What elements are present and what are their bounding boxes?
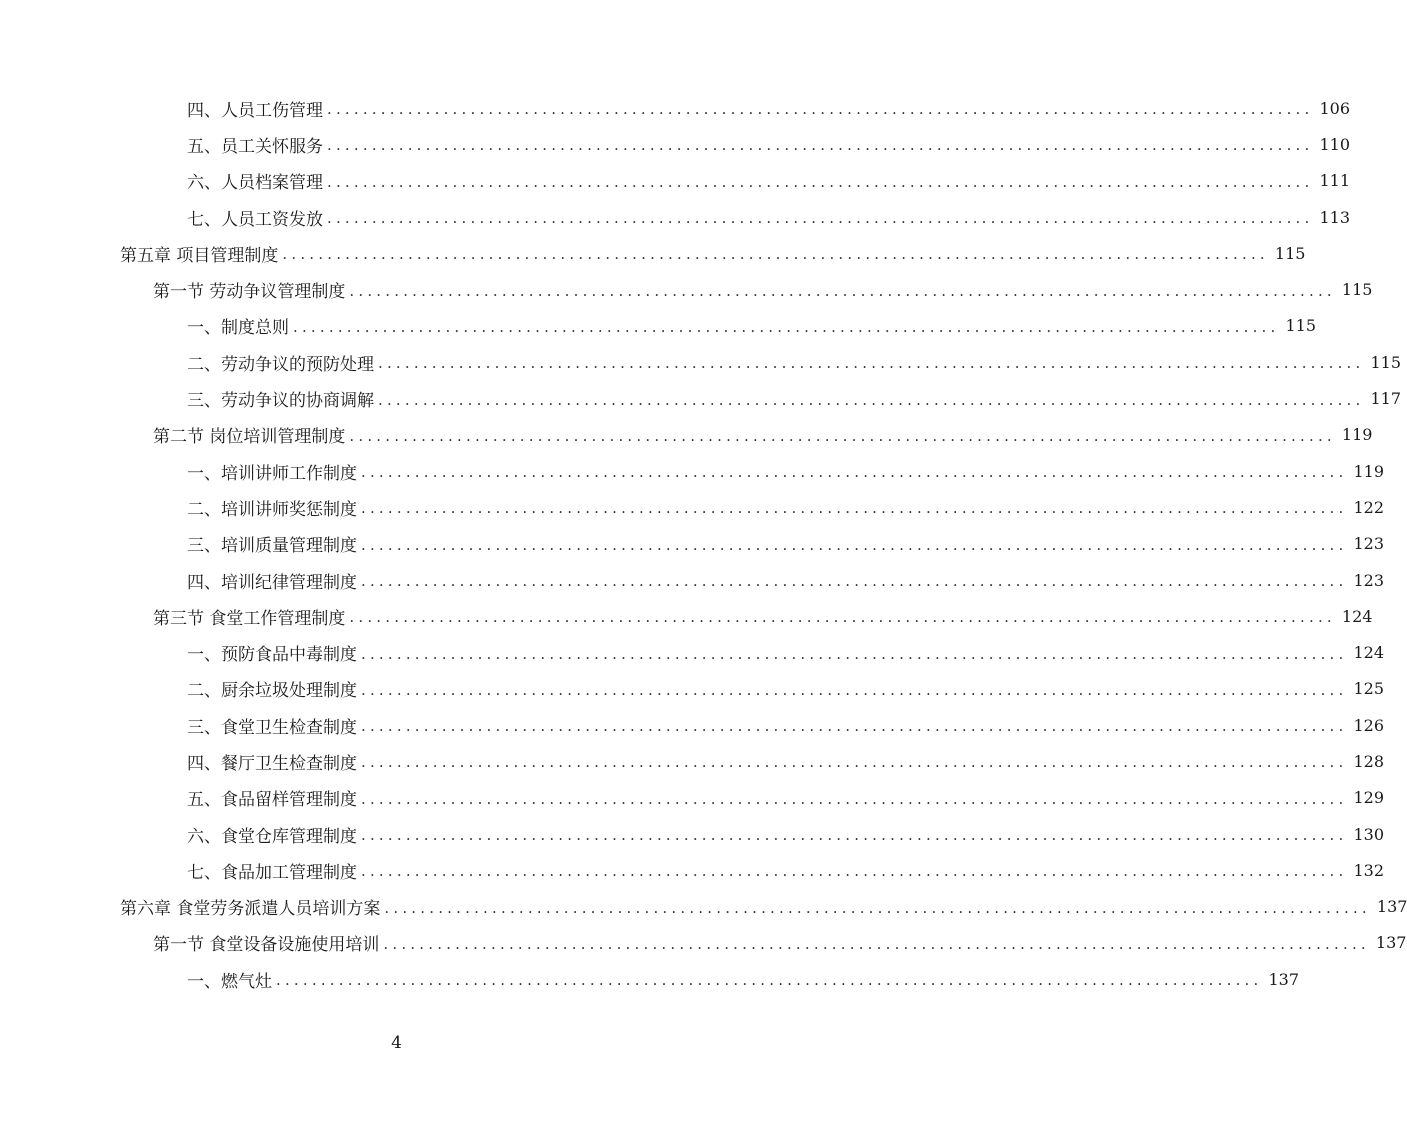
toc-entry-item[interactable] [0, 526, 1385, 562]
dot-leader: .............................................................................................................. [293, 317, 1280, 336]
toc-entry-item[interactable] [0, 308, 1317, 344]
toc-entry-title: 二、培训讲师奖惩制度 [187, 499, 357, 520]
toc-entry-page-number: 137 [1376, 897, 1407, 917]
toc-entry-page-number: 106 [1319, 98, 1351, 118]
toc-entry-title: 五、食品留样管理制度 [187, 790, 357, 811]
dot-leader: .............................................................................................................. [361, 644, 1348, 663]
dot-leader: .............................................................................................................. [327, 136, 1314, 155]
toc-entry-page-number: 124 [1353, 643, 1385, 663]
toc-entry-section[interactable] [0, 598, 1373, 634]
dot-leader: .............................................................................................................. [327, 100, 1314, 119]
page-number: 4 [391, 1033, 402, 1053]
toc-entry-title: 六、人员档案管理 [187, 173, 323, 194]
dot-leader: .............................................................................................................. [361, 717, 1348, 736]
toc-entry-page-number: 115 [1274, 243, 1306, 263]
toc-entry-title: 第六章 食堂劳务派遣人员培训方案 [120, 899, 381, 920]
toc-entry-page-number: 126 [1353, 715, 1385, 735]
toc-entry-item[interactable] [0, 816, 1385, 852]
toc-entry-section[interactable] [0, 417, 1373, 453]
dot-leader: .............................................................................................................. [384, 898, 1371, 917]
toc-entry-page-number: 113 [1319, 207, 1351, 227]
toc-entry-title: 第五章 项目管理制度 [120, 245, 279, 266]
toc-entry-title: 一、制度总则 [187, 318, 289, 339]
dot-leader: .............................................................................................................. [361, 572, 1348, 590]
dot-leader: .............................................................................................................. [361, 680, 1348, 699]
dot-leader: .............................................................................................................. [327, 172, 1314, 191]
dot-leader: .............................................................................................................. [327, 209, 1314, 228]
toc-entry-title: 二、劳动争议的预防处理 [187, 354, 374, 375]
dot-leader: .............................................................................................................. [349, 426, 1336, 445]
toc-entry-title: 一、培训讲师工作制度 [187, 463, 357, 484]
toc-entry-page-number: 122 [1353, 497, 1385, 517]
toc-entry-section[interactable] [0, 925, 1407, 961]
dot-leader: .............................................................................................................. [349, 281, 1336, 300]
toc-entry-page-number: 115 [1370, 352, 1402, 372]
toc-entry-page-number: 128 [1353, 751, 1385, 771]
toc-entry-section[interactable] [0, 271, 1373, 307]
toc-entry-title: 三、食堂卫生检查制度 [187, 717, 357, 738]
toc-entry-page-number: 129 [1353, 788, 1385, 808]
toc-entry-page-number: 119 [1353, 461, 1385, 481]
toc-entry-item[interactable] [0, 489, 1385, 525]
dot-leader: .............................................................................................................. [361, 826, 1348, 845]
toc-entry-item[interactable] [0, 961, 1300, 997]
toc-entry-item[interactable] [0, 380, 1402, 416]
toc-entry-page-number: 125 [1353, 679, 1385, 699]
toc-entry-title: 第三节 食堂工作管理制度 [153, 608, 346, 629]
toc-entry-item[interactable] [0, 707, 1385, 743]
toc-entry-item[interactable] [0, 344, 1402, 380]
dot-leader: .............................................................................................................. [276, 971, 1263, 990]
toc-entry-page-number: 124 [1341, 606, 1373, 626]
toc-entry-title: 一、预防食品中毒制度 [187, 645, 357, 666]
toc-entry-title: 第一节 劳动争议管理制度 [153, 282, 346, 303]
toc-entry-item[interactable] [0, 671, 1385, 707]
toc-entry-chapter[interactable] [0, 235, 1306, 271]
toc-entry-title: 二、厨余垃圾处理制度 [187, 681, 357, 702]
toc-entry-page-number: 117 [1370, 389, 1402, 409]
toc-entry-item[interactable] [0, 199, 1351, 235]
dot-leader: .............................................................................................................. [361, 789, 1348, 808]
dot-leader: .............................................................................................................. [378, 354, 1365, 373]
toc-entry-item[interactable] [0, 126, 1351, 162]
toc-entry-page-number: 115 [1285, 316, 1317, 336]
toc-entry-chapter[interactable] [0, 889, 1407, 925]
dot-leader: .............................................................................................................. [361, 499, 1348, 518]
toc-entry-title: 三、培训质量管理制度 [187, 536, 357, 557]
toc-entry-item[interactable] [0, 780, 1385, 816]
toc-entry-page-number: 130 [1353, 824, 1385, 844]
dot-leader: .............................................................................................................. [361, 862, 1348, 881]
toc-entry-item[interactable] [0, 453, 1385, 489]
toc-entry-item[interactable] [0, 163, 1351, 199]
toc-entry-title: 七、食品加工管理制度 [187, 862, 357, 883]
toc-entry-title: 第二节 岗位培训管理制度 [153, 427, 346, 448]
toc-entry-title: 七、人员工资发放 [187, 209, 323, 230]
toc-entry-title: 六、食堂仓库管理制度 [187, 826, 357, 847]
dot-leader: .............................................................................................................. [361, 535, 1348, 554]
table-of-contents [0, 90, 1407, 997]
toc-entry-page-number: 110 [1319, 134, 1351, 154]
dot-leader: .............................................................................................................. [383, 934, 1370, 953]
toc-entry-title: 四、培训纪律管理制度 [187, 572, 357, 593]
toc-entry-page-number: 123 [1353, 534, 1385, 554]
toc-entry-title: 第一节 食堂设备设施使用培训 [153, 935, 380, 956]
toc-entry-page-number: 119 [1341, 425, 1373, 445]
toc-entry-title: 四、人员工伤管理 [187, 100, 323, 121]
dot-leader: .............................................................................................................. [349, 608, 1336, 627]
toc-entry-page-number: 137 [1268, 969, 1300, 989]
toc-entry-page-number: 115 [1341, 280, 1373, 300]
toc-entry-page-number: 123 [1353, 570, 1385, 590]
toc-entry-item[interactable] [0, 562, 1385, 598]
toc-entry-item[interactable] [0, 852, 1385, 888]
toc-entry-title: 五、员工关怀服务 [187, 136, 323, 157]
dot-leader: .............................................................................................................. [361, 463, 1348, 482]
dot-leader: .............................................................................................................. [361, 753, 1348, 772]
toc-entry-item[interactable] [0, 90, 1351, 126]
toc-entry-page-number: 111 [1319, 171, 1351, 191]
toc-entry-item[interactable] [0, 634, 1385, 670]
toc-entry-page-number: 137 [1375, 933, 1407, 953]
toc-entry-title: 四、餐厅卫生检查制度 [187, 753, 357, 774]
dot-leader: .............................................................................................................. [378, 390, 1365, 409]
toc-entry-title: 三、劳动争议的协商调解 [187, 391, 374, 412]
toc-entry-title: 一、燃气灶 [187, 971, 272, 992]
dot-leader: .............................................................................................................. [282, 245, 1269, 264]
toc-entry-page-number: 132 [1353, 860, 1385, 880]
toc-entry-item[interactable] [0, 743, 1385, 779]
